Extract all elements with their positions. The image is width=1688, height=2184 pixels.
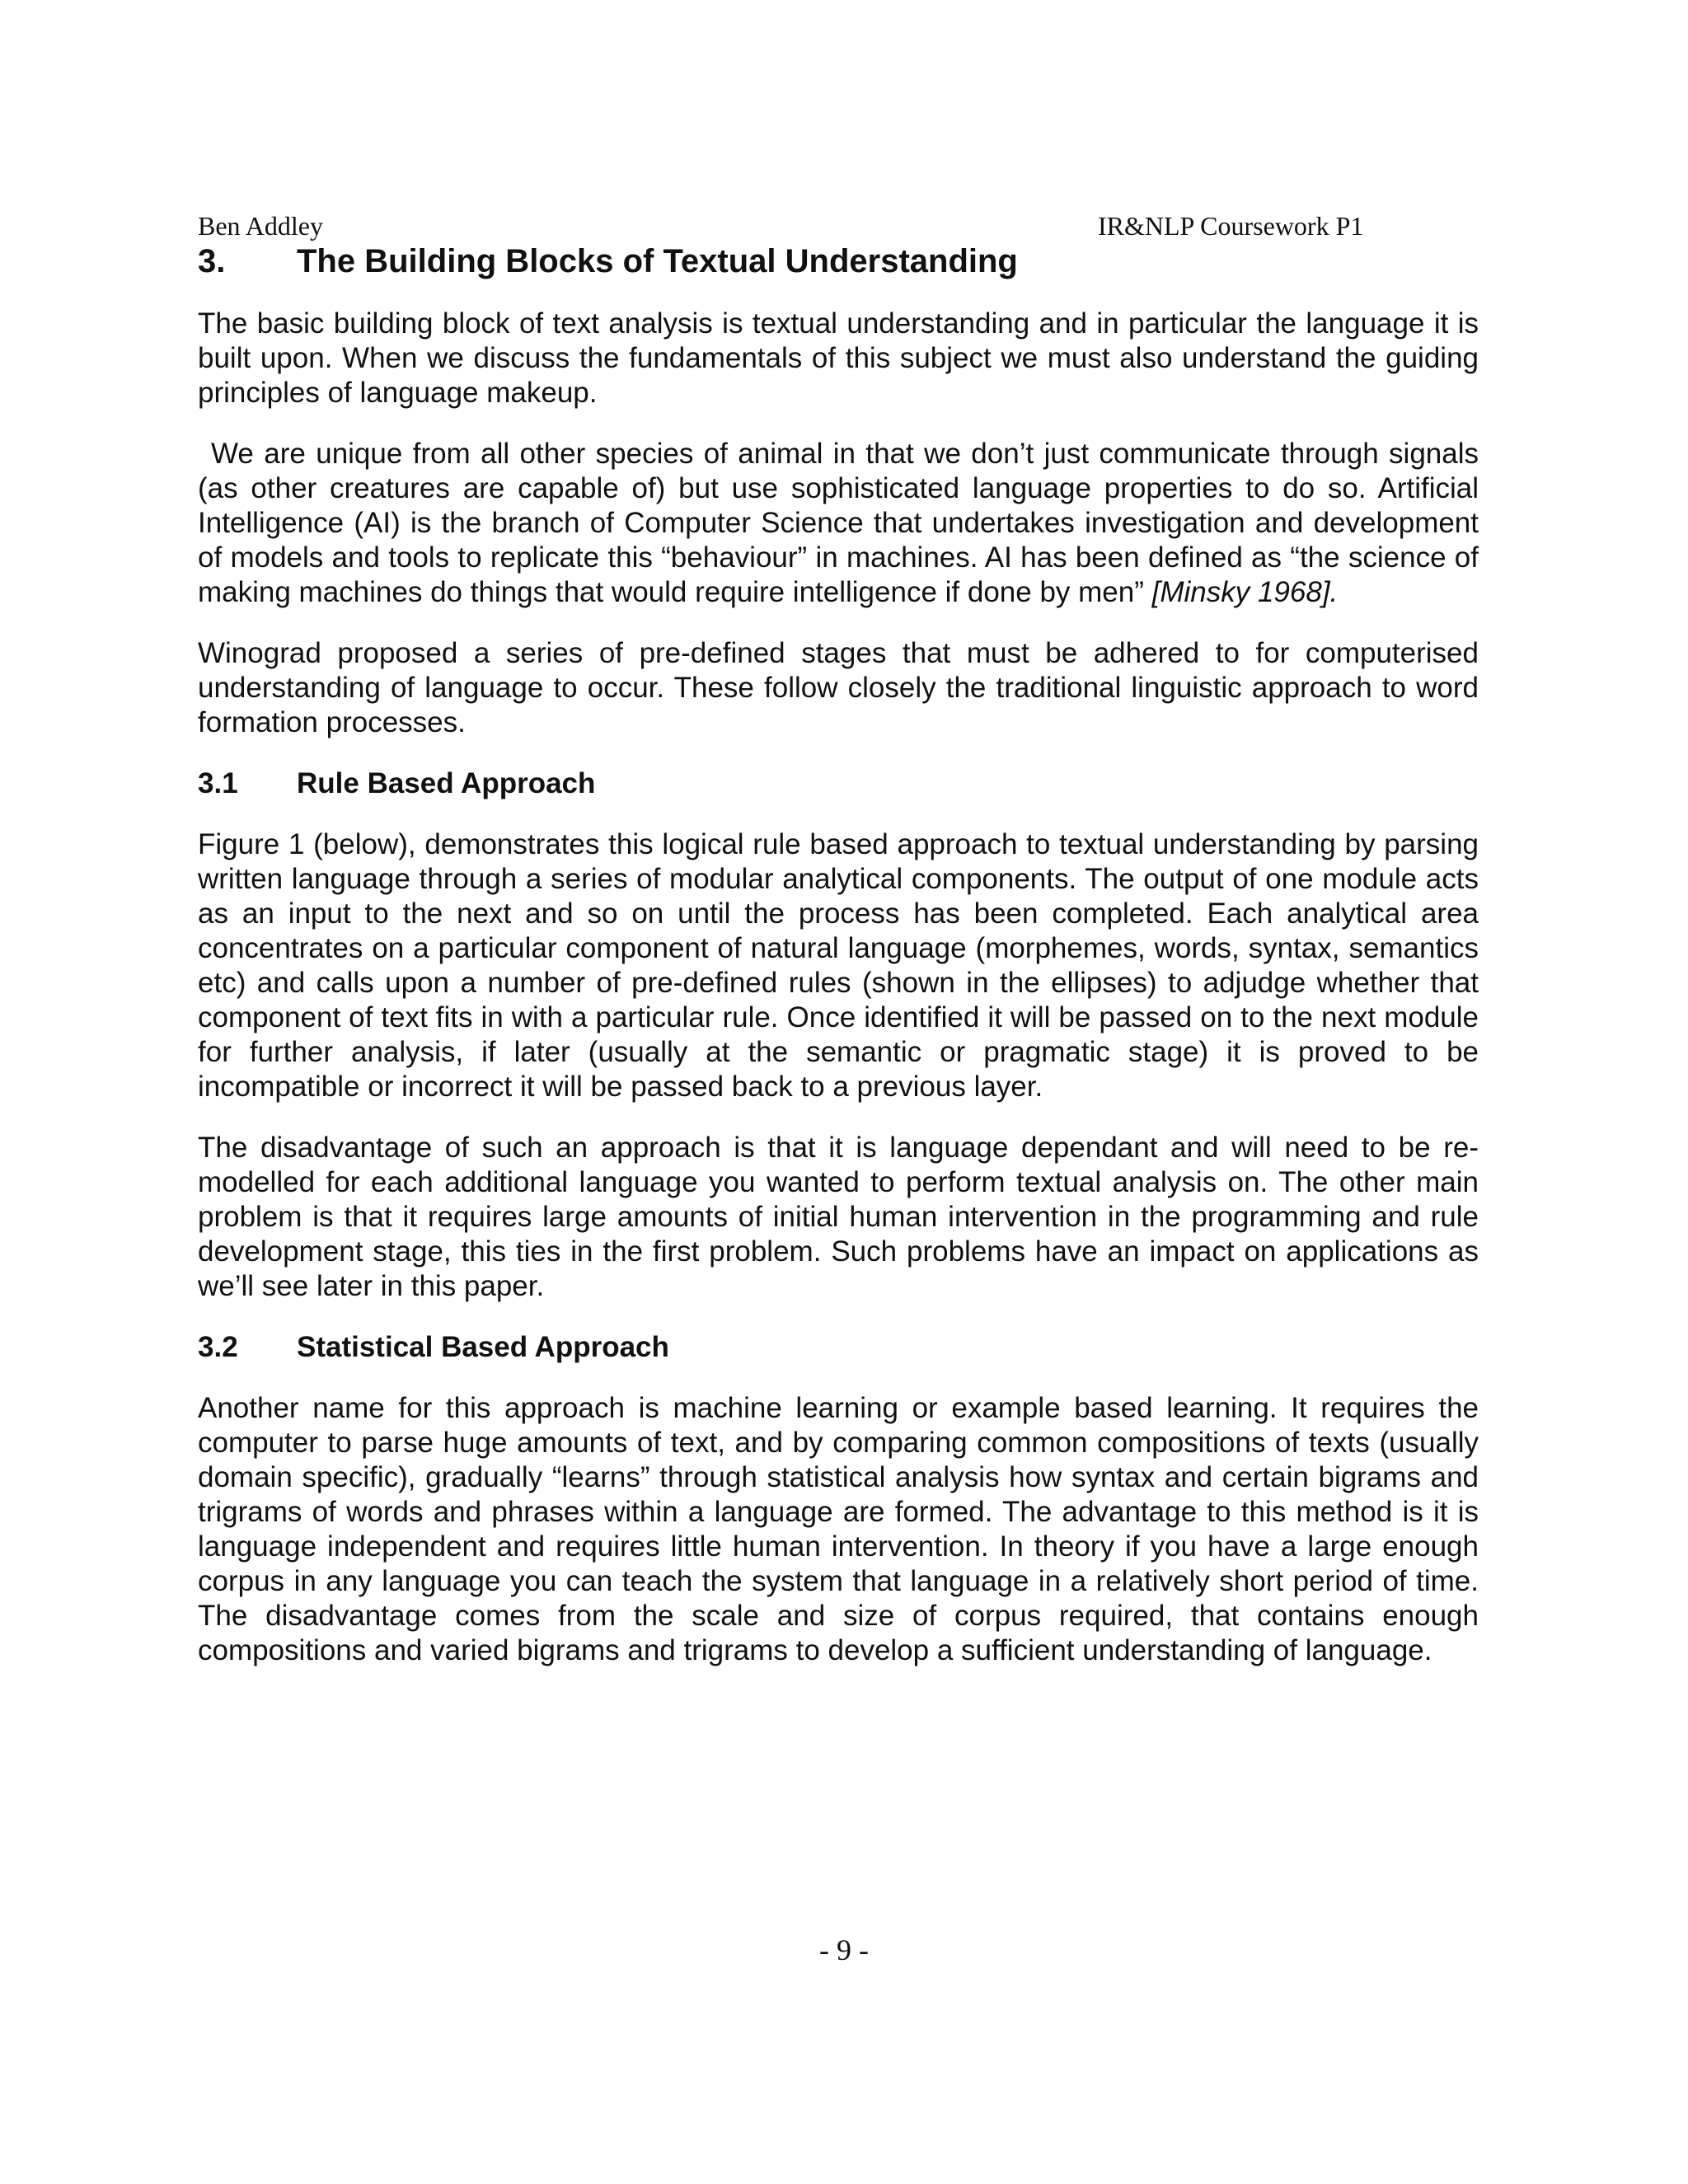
section-3-2-heading xyxy=(198,1330,1479,1365)
section-3-2-number: 3.2 xyxy=(198,1331,238,1363)
running-header xyxy=(198,209,1391,242)
section-3-1-paragraph-2: The disadvantage of such an approach is that it is language dependant and will need to be re-modelled for each additional language you wanted to perform textual analysis on. The other main problem is that it requires large amounts of initial human intervention in the programming and rule development stage, this ties in the first problem. Such problems have an impact on applications as we’ll see later in this paper. xyxy=(198,1132,1479,1302)
section-3-paragraph-2 xyxy=(198,437,1479,610)
section-3-1-title: Rule Based Approach xyxy=(297,767,596,799)
section-3-heading xyxy=(198,241,1479,282)
section-3-1-paragraph-1: Figure 1 (below), demonstrates this logical rule based approach to textual understanding by parsing written language through a series of modular analytical components. The output of one module acts as an input to the next and so on until the process has been completed. Each analytical area concentrates on a particular component of natural language (morphemes, words, syntax, semantics etc) and calls upon a number of pre-defined rules (shown in the ellipses) to adjudge whether that component of text fits in with a particular rule. Once identified it will be passed on to the next module for further analysis, if later (usually at the semantic or pragmatic stage) it is proved to be incompatible or incorrect it will be passed back to a previous layer. xyxy=(198,828,1479,1103)
section-3-title: The Building Blocks of Textual Understanding xyxy=(297,243,1018,279)
section-3-2-title: Statistical Based Approach xyxy=(297,1331,669,1363)
section-3-paragraph-2-text: We are unique from all other species of animal in that we don’t just communicate through signals (as other creatures are capable of) but use sophisticated language properties to do so. Artificial Intelligence (AI) is the branch of Computer Science that undertakes investigation and development of models and tools to replicate this “behaviour” in machines. AI has been defined as “the science of making machines do things that would require intelligence if done by men” xyxy=(198,438,1479,608)
section-3-paragraph-1: The basic building block of text analysis is textual understanding and in particular the language it is built upon. When we discuss the fundamentals of this subject we must also understand the guiding principles of language makeup. xyxy=(198,307,1479,409)
section-3-paragraph-3: Winograd proposed a series of pre-defined stages that must be adhered to for computerised understanding of language to occur. These follow closely the traditional linguistic approach to word formation processes. xyxy=(198,637,1479,738)
minsky-citation: [Minsky 1968]. xyxy=(1151,576,1339,608)
page-number: - 9 - xyxy=(819,1933,869,1966)
section-3-1-heading xyxy=(198,766,1479,801)
header-course: IR&NLP Coursework P1 xyxy=(1098,211,1364,241)
page-content xyxy=(198,241,1479,1694)
header-author: Ben Addley xyxy=(198,211,323,241)
section-3-number: 3. xyxy=(198,243,226,279)
section-3-1-number: 3.1 xyxy=(198,767,238,799)
section-3-2-paragraph-1: Another name for this approach is machine learning or example based learning. It requires the computer to parse huge amounts of text, and by comparing common compositions of texts (usually domain specific), gradually “learns” through statistical analysis how syntax and certain bigrams and trigrams of words and phrases within a language are formed. The advantage to this method is it is language independent and requires little human intervention. In theory if you have a large enough corpus in any language you can teach the system that language in a relatively short period of time. The disadvantage comes from the scale and size of corpus required, that contains enough compositions and varied bigrams and trigrams to develop a sufficient understanding of language. xyxy=(198,1392,1479,1666)
